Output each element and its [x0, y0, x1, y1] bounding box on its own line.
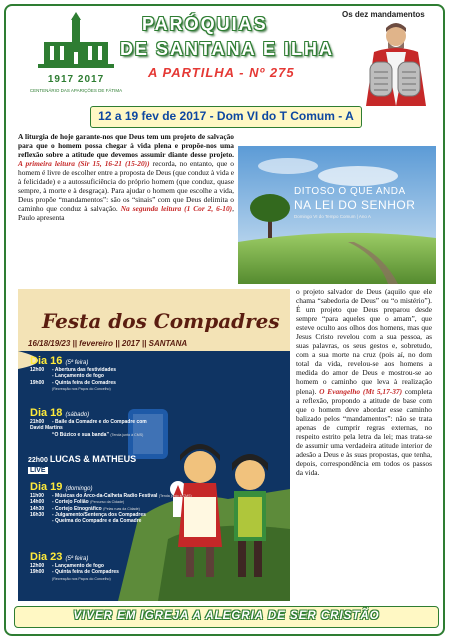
event-row: “O Búzico e sua banda” (Tenda junto à CMS) — [52, 431, 144, 438]
article-intro: A liturgia de hoje garante-nos que Deus tem um projeto de salvação para que o homem possa chegar à vida plena e propõe-nos uma reflexão sobre a atitude que devemos assumir diante desse projeto. — [18, 132, 234, 160]
title-parishes: PARÓQUIAS — [142, 14, 268, 34]
photo-caption: Domingo VI do Tempo Comum | Ano A — [294, 214, 371, 219]
event-row: 11h00 - Músicas do Arco-da-Calheta Radio Festival (Tenda junto à CMS) — [30, 493, 192, 499]
day-label: Dia 23 — [30, 551, 63, 563]
programme-day-4 — [30, 551, 119, 582]
logo-year: 1917 2017 — [47, 74, 105, 85]
day-label: Dia 19 — [30, 481, 63, 493]
moses-tablets-image — [356, 22, 434, 106]
second-reading-continued: o projeto salvador de Deus (aquilo que ele chama “sabedoria de Deus” ou “o mistério”). É um projeto que Deus preparou desde sempre “para aqueles que o amam”, que esteve oculto aos olhos dos homens, mas que Jesus Cristo revelou com a sua pessoa, as suas palavras, os seus gestos e, sobretudo, com a sua morte na cruz (pois aí, no dom total da vida, revelou-se aos homens a medida do amor de Deus e mostrou-se ao homem o caminho que leva à realização plena). — [296, 287, 432, 396]
photo-title-line2: NA LEI DO SENHOR — [294, 198, 416, 212]
logo-subtitle: CENTENÁRIO DAS APARIÇÕES DE FÁTIMA — [29, 88, 123, 93]
day-label: Dia 16 — [30, 355, 63, 367]
festa-compadres-poster — [18, 289, 290, 601]
event-row: 14h00 - Cortejo Folião (Percurso da Cidade) — [30, 499, 125, 506]
second-reading-ref: Na segunda leitura (1 Cor 2, 6-10) — [120, 204, 233, 214]
concert-time: 22h00 — [28, 457, 48, 464]
programme-day-2 — [30, 407, 160, 438]
programme-day-1 — [30, 355, 116, 392]
gospel-text: completa a reflexão, propondo a atitude de base com que o homem deve abordar esse caminho balizado pelos “mandamentos”: não se trata apenas de cumprir regras externas, no respeito estrito pela letra da lei; mas trata-se de assumir uma verdadeira atitude interior de adesão a Deus e às suas propostas, que tenha, depois, correspondência em todos os passos da vida. — [296, 386, 432, 477]
event-row: 16h30 - Julgamento/Sentença dos Compadres — [30, 511, 146, 518]
event-row: 14h30 - Cortejo Etnográfico (Pelas ruas da Cidade) — [30, 505, 140, 512]
day-weekday: (5ª feira) — [65, 556, 89, 562]
first-reading-text: recorda, no entanto, que o homem é livre de escolher entre a proposta de Deus (que conduz à vida e à felicidade) e a autossuficiência do próprio homem (que conduz, quase sempre, à morte e à desgraça). Para ajudar o homem que escolhe a vida, Deus propõe “mandamentos”: são os “sinais” com que Deus delimita o caminho que conduz à salvação. — [18, 159, 235, 214]
photo-title-line1: DITOSO O QUE ANDA — [294, 186, 406, 197]
event-row: 19h00 - Quinta feira de Compadres (Recreação nos Paços do Concelho) — [30, 569, 119, 581]
poster-title: Festa dos Compadres — [42, 309, 280, 333]
title-parish-names: DE SANTANA E ILHA — [120, 39, 334, 59]
bulletin-page — [4, 4, 445, 636]
centenary-logo — [16, 12, 136, 98]
day-weekday: (sábado) — [65, 412, 90, 418]
live-badge — [28, 467, 48, 474]
day-label: Dia 18 — [30, 407, 63, 419]
first-reading-ref: A primeira leitura (Sir 15, 16-21 (15-20)) — [18, 159, 150, 169]
footer-motto: VIVER EM IGREJA A ALEGRIA DE SER CRISTÃO — [14, 606, 439, 628]
event-row: - Lançamento de fogo — [52, 373, 104, 380]
poster-dates: 16/18/19/23 || fevereiro || 2017 || SANTANA — [28, 339, 188, 348]
event-row: 12h00 - Abertura das festividades — [30, 367, 117, 373]
article-text-right — [296, 287, 432, 477]
day-weekday: (5ª feira) — [65, 360, 89, 366]
live-label: LIVE — [30, 467, 46, 474]
event-row: 12h00 - Lançamento de fogo — [30, 563, 104, 569]
event-row: - Queima do Compadre e da Comadre — [52, 518, 142, 525]
issue-number: A PARTILHA - Nº 275 — [148, 65, 295, 80]
concert-artist: LUCAS & MATHEUS — [49, 454, 137, 464]
day-weekday: (domingo) — [65, 486, 93, 492]
event-row: 19h00 - Quinta feira de Comadres (Recreação nos Paços do Concelho) — [30, 379, 116, 391]
basilica-icon — [36, 12, 116, 74]
concert-row — [28, 454, 136, 464]
second-reading-text: , Paulo apresenta — [18, 204, 234, 223]
psalm-photo — [238, 146, 436, 284]
event-row: 21h00 - Baile da Comadre e do Compadre com David Martins — [30, 419, 147, 432]
article-text-left — [18, 132, 234, 222]
gospel-ref: O Evangelho (Mt 5,17-37) — [319, 386, 403, 396]
date-banner: 12 a 19 fev de 2017 - Dom VI do T Comum - A — [90, 106, 362, 128]
commandments-caption: Os dez mandamentos — [342, 10, 425, 19]
programme-day-3 — [30, 481, 192, 524]
